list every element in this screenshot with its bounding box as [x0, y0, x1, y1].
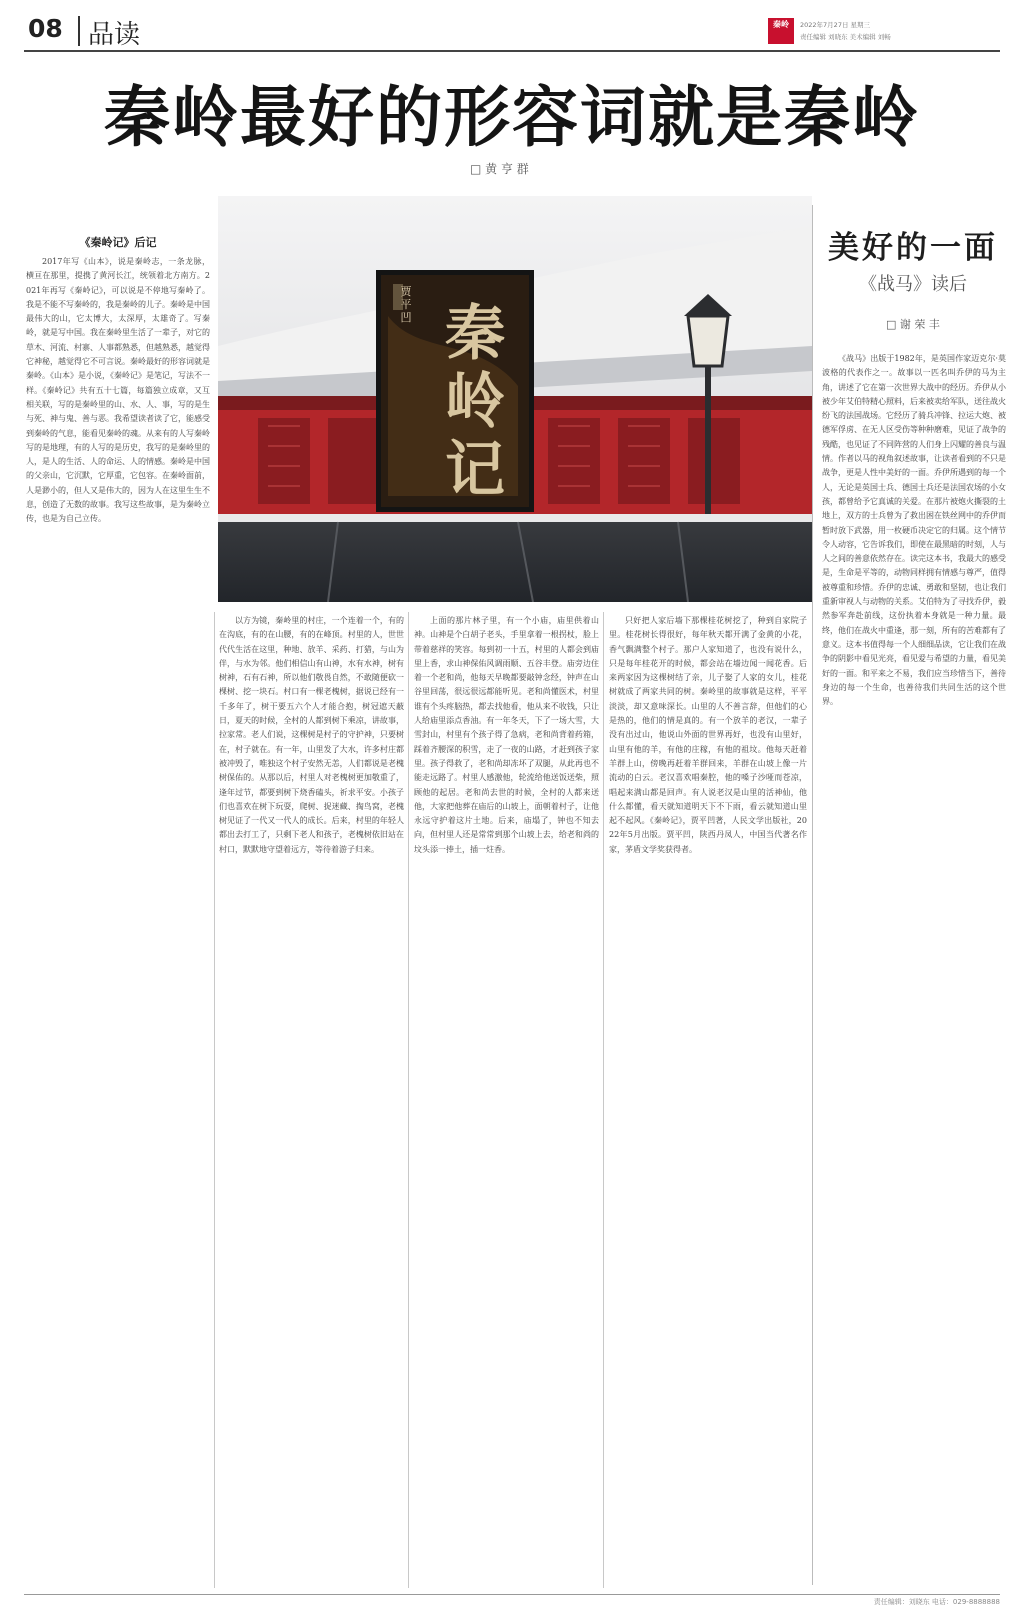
footer-rule — [24, 1594, 1000, 1595]
column-1-heading: 《秦岭记》后记 — [79, 236, 157, 249]
column-divider — [214, 612, 215, 1588]
book-cover-title: 秦岭记 — [445, 299, 505, 505]
sidebar-article-text: 《战马》出版于1982年，是英国作家迈克尔·莫波格的代表作之一。故事以一匹名叫乔伊的马为主角，讲述了它在第一次世界大战中的经历。乔伊从小被少年艾伯特精心照料，后来被卖给军队，送往战火纷飞的法国战场。它经历了骑兵冲锋、拉运大炮、被德军俘虏、在无人区受伤等种种磨难，见证了战争的残酷，也见证了不同阵营的人们身上闪耀的善良与温情。作者以马的视角叙述故事，让读者看到的不只是战争，更是人性中美好的一面。乔伊所遇到的每一个人，无论是英国士兵、德国士兵还是法国农场的小女孩，都曾给予它真诚的关爱。在那片被炮火撕裂的土地上，双方的士兵曾为了救出困在铁丝网中的乔伊而暂时放下武器，用一枚硬币决定它的归属。这个情节令人动容，它告诉我们，即使在最黑暗的时刻，人与人之间的善意依然存在。读完这本书，我最大的感受是，生命是平等的，动物同样拥有情感与尊严，值得被尊重和珍惜。乔伊的忠诚、勇敢和坚韧，也让我们重新审视人与动物的关系。艾伯特为了寻找乔伊，毅然参军奔赴前线，这份执着本身就是一种力量。最终，他们在战火中重逢，那一刻，所有的苦难都有了意义。这本书值得每一个人细细品读，它让我们在战争的阴影中看见光亮，看见爱与希望的力量，看见美好的一面。和平来之不易，我们应当珍惜当下，善待身边的每一个生命，也善待我们共同生活的这个世界。 — [822, 354, 1006, 707]
article-column-2 — [219, 614, 404, 1588]
byline-text: □ 黄 亨 群 — [470, 162, 529, 176]
headline-byline — [470, 160, 529, 177]
sidebar-byline: □ 谢 荣 丰 — [886, 318, 940, 331]
sidebar-title: 美好的一面 — [828, 230, 998, 266]
column-2-text: 以方为镜，秦岭里的村庄，一个连着一个，有的在沟底，有的在山腰，有的在峰顶。村里的人，世世代代生活在这里，种地、放羊、采药、打猎，与山为伴，与水为邻。他们相信山有山神，水有水神，树有树神，石有石神，所以他们敬畏自然，不敢随便砍一棵树、挖一块石。村口有一棵老槐树，据说已经有一千多年了，树干要五六个人才能合抱，树冠遮天蔽日，夏天的时候，全村的人都到树下乘凉，讲故事，拉家常。老人们说，这棵树是村子的守护神，只要树在，村子就在。有一年，山里发了大水，许多村庄都被冲毁了，唯独这个村子安然无恙，人们都说是老槐树保佑的。从那以后，村里人对老槐树更加敬重了，逢年过节，都要到树下烧香磕头，祈求平安。小孩子们也喜欢在树下玩耍，爬树、捉迷藏、掏鸟窝，老槐树见证了一代又一代人的成长。后来，村里的年轻人都出去打工了，只剩下老人和孩子，老槐树依旧站在村口，默默地守望着远方，等待着游子归来。 — [219, 616, 404, 854]
masthead-editors: 责任编辑 刘晓东 美术编辑 刘畅 — [800, 33, 891, 41]
column-3-text: 上面的那片林子里，有一个小庙，庙里供着山神。山神是个白胡子老头，手里拿着一根拐杖，脸上带着慈祥的笑容。每到初一十五，村里的人都会到庙里上香，求山神保佑风调雨顺、五谷丰登。庙旁边住着一个老和尚，他每天早晚都要敲钟念经，钟声在山谷里回荡，很远很远都能听见。老和尚懂医术，村里谁有个头疼脑热，都去找他看，他从来不收钱，只让人给庙里添点香油。有一年冬天，下了一场大雪，大雪封山，村里有个孩子得了急病，老和尚背着药箱，踩着齐腰深的积雪，走了一夜的山路，才赶到孩子家里。孩子得救了，老和尚却冻坏了双腿，从此再也不能走远路了。村里人感激他，轮流给他送饭送柴，照顾他的起居。老和尚去世的时候，全村的人都来送他，大家把他葬在庙后的山坡上，面朝着村子，让他永远守护着这片土地。后来，庙塌了，钟也不知去向，但村里人还是常常到那个山坡上去，给老和尚的坟头添一捧土，插一炷香。 — [414, 616, 599, 854]
masthead-logo: 秦岭 — [768, 18, 794, 44]
footer-text: 责任编辑：刘晓东 电话：029-8888888 — [873, 1598, 1000, 1606]
book-cover-author: 贾平凹 — [400, 285, 412, 324]
column-4-text: 只好把人家后墙下那棵桂花树挖了，种到自家院子里。桂花树长得很好，每年秋天都开满了金黄的小花，香气飘满整个村子。那户人家知道了，也没有说什么，只是每年桂花开的时候，都会站在墙边闻一闻花香。后来两家因为这棵树结了亲，儿子娶了人家的女儿，桂花树就成了两家共同的树。秦岭里的故事就是这样，平平淡淡，却又意味深长。山里的人不善言辞，但他们的心是热的，他们的情是真的。有一个放羊的老汉，一辈子没有出过山，他说山外面的世界再好，也没有山里好，山里有他的羊，有他的庄稼，有他的祖坟。他每天赶着羊群上山，傍晚再赶着羊群回来，羊群在山坡上像一片流动的白云。老汉喜欢唱秦腔，他的嗓子沙哑而苍凉，唱起来满山都是回声。有人说老汉是山里的活神仙，他什么都懂，看天就知道明天下不下雨，看云就知道山里起不起风。《秦岭记》，贾平凹著，人民文学出版社，2022年5月出版。贾平凹，陕西丹凤人，中国当代著名作家，茅盾文学奖获得者。 — [609, 616, 807, 854]
sidebar-article — [822, 352, 1006, 1588]
article-column-1 — [26, 236, 210, 1588]
sidebar-divider — [812, 205, 813, 1585]
header-divider — [78, 16, 80, 46]
article-column-4 — [609, 614, 807, 1588]
header-rule — [24, 50, 1000, 52]
masthead-date: 2022年7月27日 星期三 — [800, 21, 871, 29]
column-divider — [603, 612, 604, 1588]
column-divider — [408, 612, 409, 1588]
headline: 秦岭最好的形容词就是秦岭 — [104, 79, 920, 156]
page-number: 08 — [28, 14, 63, 43]
sidebar-subtitle: 《战马》读后 — [859, 274, 967, 295]
column-1-text: 2017年写《山本》，说是秦岭志，一条龙脉，横亘在那里，提携了黄河长江，统领着北方南方。2021年再写《秦岭记》，可以说是不停地写秦岭了。我是不能不写秦岭的，我是秦岭的儿子。秦岭是中国最伟大的山，它太博大，太深厚，太雄奇了。写秦岭，就是写中国。我在秦岭里生活了一辈子，对它的草木、河流、村寨、人事都熟悉，但越熟悉，越觉得它神秘，越觉得它不可言说。秦岭最好的形容词就是秦岭。《山本》是小说，《秦岭记》是笔记，写法不一样。《秦岭记》共有五十七篇，每篇独立成章，又互相关联，写的是秦岭里的山、水、人、事，写的是生与死、神与鬼、善与恶。我希望读者读了它，能感受到秦岭的气息，能看见秦岭的魂。从来有的人写秦岭写的是地理，有的人写的是历史，我写的是秦岭里的人，是人的生活、人的命运、人的情感。秦岭是中国的父亲山，它沉默，它厚重，它包容。在秦岭面前，人是渺小的，但人又是伟大的，因为人在这里生生不息，创造了无数的故事。我写这些故事，是为秦岭立传，也是为自己立传。 — [26, 257, 210, 524]
section-name: 品读 — [88, 20, 141, 50]
article-column-3 — [414, 614, 599, 1588]
